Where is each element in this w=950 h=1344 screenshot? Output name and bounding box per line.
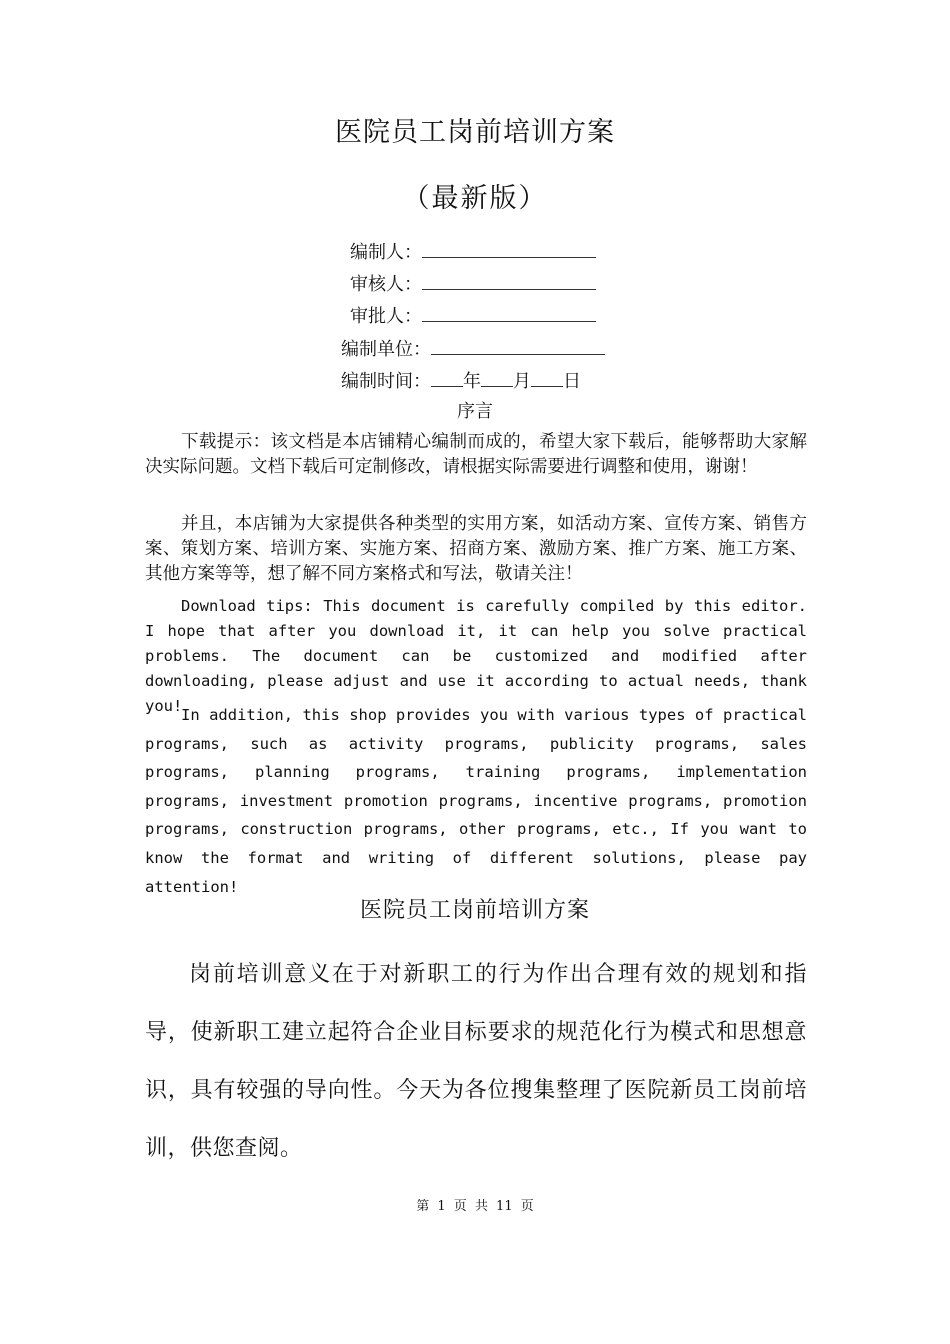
compiler-blank — [422, 243, 596, 258]
unit-blank — [431, 340, 605, 355]
month-label: 月 — [513, 371, 531, 392]
compiler-label: 编制人： — [350, 242, 422, 263]
day-blank — [531, 372, 563, 387]
reviewer-row — [350, 270, 596, 296]
approver-row — [350, 302, 596, 328]
preface-title: 序言 — [457, 401, 493, 422]
page-footer: 第 1 页 共 11 页 — [416, 1199, 534, 1214]
preface-en-paragraph-2: In addition, this shop provides you with various types of practical programs, such as activity programs, publicity programs, sales programs, planning programs, training programs, implementation programs, investment promotion programs, incentive programs, promotion programs, construction programs, other programs, etc., If you want to know the format and writing of different solutions, please pay attention! — [145, 706, 807, 896]
section-title: 医院员工岗前培训方案 — [359, 898, 590, 923]
time-label: 编制时间： — [341, 371, 431, 392]
unit-label: 编制单位： — [341, 339, 431, 360]
year-label: 年 — [463, 371, 481, 392]
preface-cn-paragraph-2: 并且，本店铺为大家提供各种类型的实用方案，如活动方案、宣传方案、销售方案、策划方案、培训方案、实施方案、招商方案、激励方案、推广方案、施工方案、其他方案等等，想了解不同方案格式和写法，敬请关注！ — [145, 514, 807, 584]
time-row — [341, 367, 581, 393]
unit-row — [341, 335, 605, 361]
day-label: 日 — [563, 371, 581, 392]
document-subtitle: （最新版） — [402, 183, 548, 214]
reviewer-label: 审核人： — [350, 274, 422, 295]
approver-blank — [422, 307, 596, 322]
document-title: 医院员工岗前培训方案 — [335, 117, 615, 148]
year-blank — [431, 372, 463, 387]
approver-label: 审批人： — [350, 306, 422, 327]
body-paragraph: 岗前培训意义在于对新职工的行为作出合理有效的规划和指导，使新职工建立起符合企业目标要求的规范化行为模式和思想意识，具有较强的导向性。今天为各位搜集整理了医院新员工岗前培训，供您查阅。 — [145, 962, 807, 1161]
compiler-row — [350, 238, 596, 264]
preface-en-paragraph-1: Download tips: This document is carefully compiled by this editor. I hope that after you download it, it can help you solve practical problems. The document can be customized and modified after downloading, please adjust and use it according to actual needs, thank you! — [145, 597, 807, 715]
reviewer-blank — [422, 275, 596, 290]
month-blank — [481, 372, 513, 387]
preface-cn-paragraph-1: 下载提示：该文档是本店铺精心编制而成的，希望大家下载后，能够帮助大家解决实际问题。文档下载后可定制修改，请根据实际需要进行调整和使用，谢谢！ — [145, 432, 807, 477]
